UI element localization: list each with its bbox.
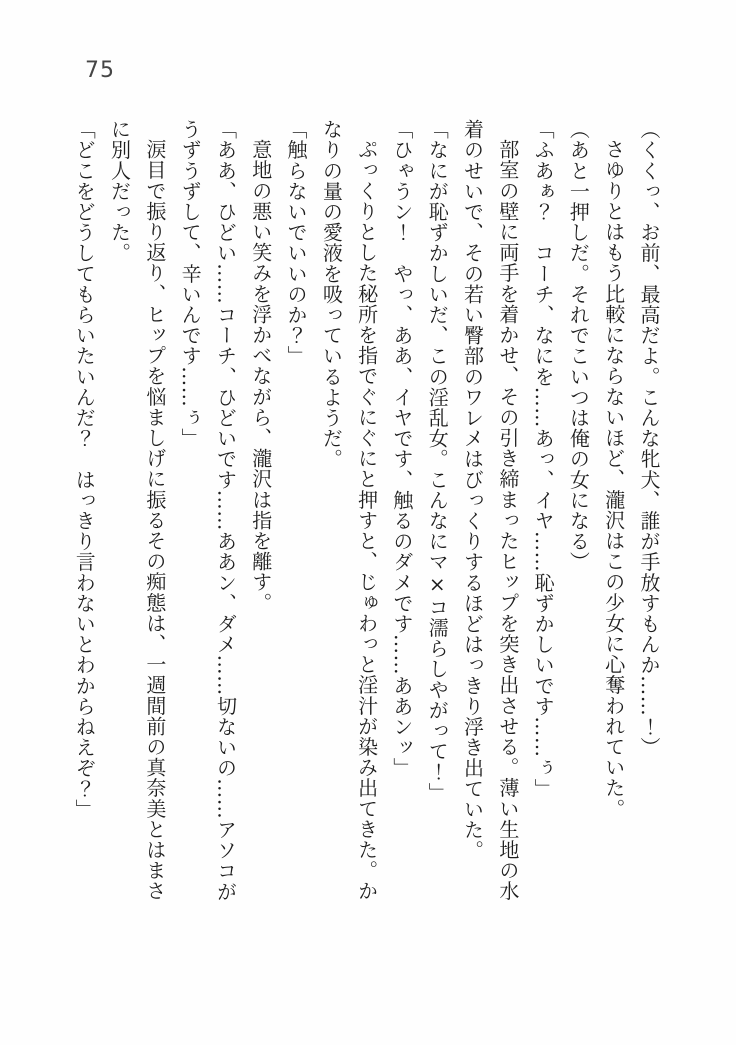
text-column: 「ひゃうン！ やっ、ああ、イヤです、触るのダメです……ああンッ」 <box>389 119 414 779</box>
text-column: 「ああ、ひどい……コーチ、ひどいです……ああン、ダメ……切ないの……アソコが <box>213 119 238 902</box>
text-column: さゆりとはもう比較にならないほど、瀧沢はこの少女に心奪われていた。 <box>601 139 626 819</box>
text-column: に別人だった。 <box>107 119 132 264</box>
text-column: 「なにが恥ずかしいだ、この淫乱女。こんなにマ×コ濡らしやがって！」 <box>425 119 450 803</box>
text-column: 部室の壁に両手を着かせ、その引き締まったヒップを突き出させる。薄い生地の水 <box>495 139 520 902</box>
text-column: 「どこをどうしてもらいたいんだ？ はっきり言わないとわからねえぞ？」 <box>72 119 97 820</box>
text-column: ぷっくりとした秘所を指でぐにぐにと押すと、じゅわっと淫汁が染み出てきた。か <box>354 139 379 902</box>
text-column: 着のせいで、その若い臀部のワレメはびっくりするほどはっきり浮き出ていた。 <box>460 119 485 861</box>
text-column: 「ふあぁ？ コーチ、なにを……あっ、イヤ……恥ずかしいです……ぅ」 <box>531 119 556 799</box>
text-column: なりの量の愛液を吸っているようだ。 <box>319 119 344 470</box>
text-column: 涙目で振り返り、ヒップを悩ましげに振るその痴態は、一週間前の真奈美とはまさ <box>142 139 167 902</box>
text-column: （あと一押しだ。それでこいつは俺の女になる） <box>566 119 591 573</box>
text-column: うずうずして、辛いんです……ぅ」 <box>178 119 203 449</box>
page-number: 75 <box>85 58 115 83</box>
text-column: 「触らないでいいのか？」 <box>284 119 309 367</box>
text-column: （くくっ、お前、最高だよ。こんな牝犬、誰が手放すもんか……！） <box>637 119 661 758</box>
text-column: 意地の悪い笑みを浮かべながら、瀧沢は指を離す。 <box>248 139 273 613</box>
novel-text-block <box>66 119 666 1051</box>
